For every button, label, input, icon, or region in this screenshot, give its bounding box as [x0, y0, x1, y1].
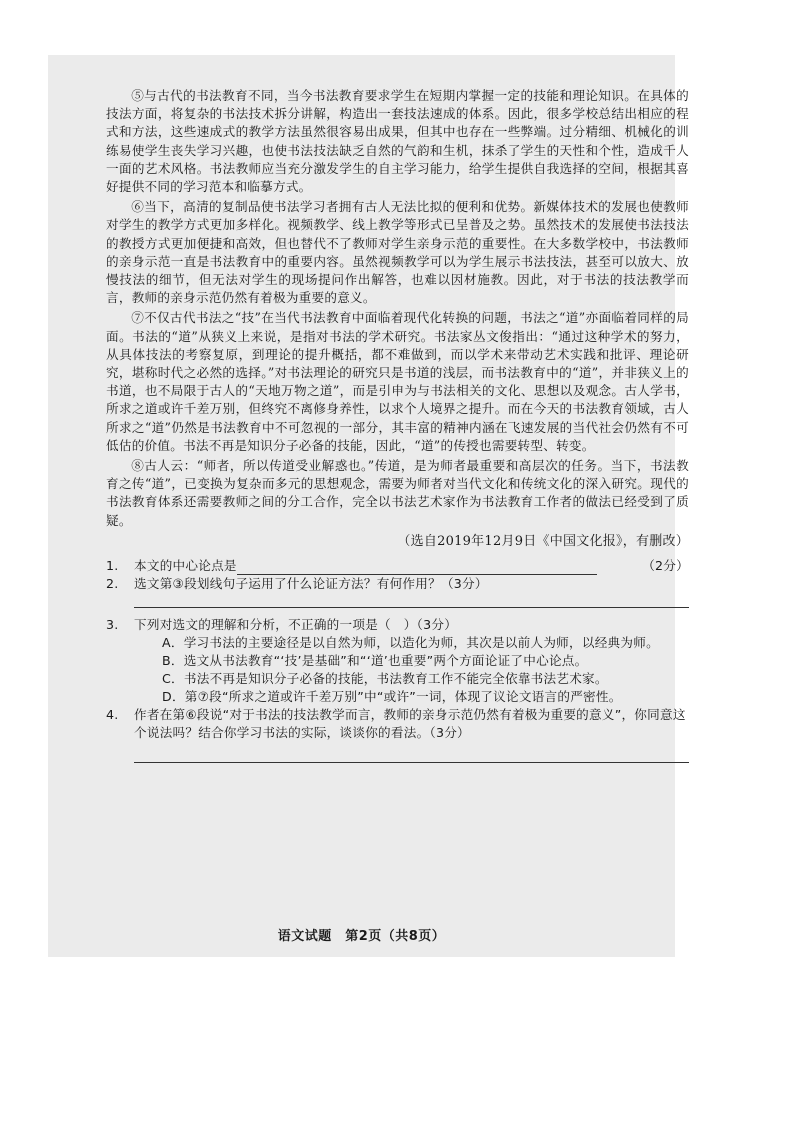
exam-page [48, 55, 689, 957]
question-text: 本文的中心论点是 [134, 558, 237, 574]
answer-line[interactable] [134, 593, 689, 608]
question-text: 选文第③段划线句子运用了什么论证方法？有何作用？（3分） [134, 576, 488, 592]
option-a[interactable]: A．学习书法的主要途径是以自然为师，以造化为师，其次是以前人为师，以经典为师。 [162, 635, 659, 651]
answer-line[interactable] [134, 748, 689, 763]
answer-blank[interactable] [237, 560, 597, 575]
question-2 [106, 575, 689, 593]
question-text: 下列对选文的理解和分析，不正确的一项是（ ）（3分） [134, 617, 458, 633]
option-d[interactable]: D．第⑦段“所求之道或许千差万别”中“或许”一词，体现了议论文语言的严密性。 [162, 689, 622, 705]
option-c[interactable]: C．书法不再是知识分子必备的技能，书法教育工作不能完全依靠书法艺术家。 [162, 671, 608, 687]
question-1 [106, 557, 689, 575]
question-text: 作者在第⑥段说“对于书法的技法教学而言，教师的亲身示范仍然有着极为重要的意义”，你同意这个说法吗？结合你学习书法的实际，谈谈你的看法。（3分） [134, 707, 686, 741]
option-b[interactable]: B．选文从书法教育“‘技’是基础”和“‘道’也重要”两个方面论证了中心论点。 [162, 653, 588, 669]
paragraph-6: ⑥当下，高清的复制品使书法学习者拥有古人无法比拟的便利和优势。新媒体技术的发展也使教师对学生的教学方式更加多样化。视频教学、线上教学等形式已呈普及之势。虽然技术的发展使书法技法的教授方式更加便捷和高效，但也替代不了教师对学生亲身示范的重要性。在大多数学校中，书法教师的亲身示范一直是书法教育中的重要内容。虽然视频教学可以为学生展示书法技法，甚至可以放大、放慢技法的细节，但无法对学生的现场提问作出解答，也难以因材施教。因此，对于书法的技法教学而言，教师的亲身示范仍然有着极为重要的意义。 [106, 199, 689, 306]
question-3 [106, 616, 689, 634]
question-number: 2. [106, 576, 119, 592]
paragraph-8: ⑧古人云：“师者，所以传道受业解惑也。”传道，是为师者最重要和高层次的任务。当下，书法教育之传“道”，已变换为复杂而多元的思想观念，需要为师者对当代文化和传统文化的深入研究。现代的书法教育体系还需要教师之间的分工合作，完全以书法艺术家作为书法教育工作者的做法已经受到了质疑。 [106, 458, 689, 528]
paragraph-7: ⑦不仅古代书法之“技”在当代书法教育中面临着现代化转换的问题，书法之“道”亦面临着同样的局面。书法的“道”从狭义上来说，是指对书法的学术研究。书法家丛文俊指出：“通过这种学术的努力，从具体技法的考察复原，到理论的提升概括，都不难做到，而以学术来带动艺术实践和批评、理论研究，堪称时代之必然的选择。”对书法理论的研究只是书道的浅层，而书法教育中的“道”，并非狭义上的书道，也不局限于古人的“天地万物之道”，而是引申为与书法相关的文化、思想以及观念。古人学书，所求之道或许千差万别，但终究不离修身养性，以求个人境界之提升。而在今天的书法教育领域，古人所求之“道”仍然是书法教育中不可忽视的一部分，其丰富的精神内涵在飞速发展的当代社会仍然有不可低估的价值。书法不再是知识分子必备的技能，因此，“道”的传授也需要转型、转变。 [106, 310, 689, 453]
question-4 [106, 706, 689, 742]
page-footer: 语文试题 第2页（共8页） [277, 929, 446, 944]
question-number: 3. [106, 617, 119, 633]
paragraph-5: ⑤与古代的书法教育不同，当今书法教育要求学生在短期内掌握一定的技能和理论知识。在具体的技法方面，将复杂的书法技术拆分讲解，构造出一套技法速成的体系。因此，很多学校总结出相应的程式和方法，这些速成式的教学方法虽然很容易出成果，但其中也存在一些弊端。过分精细、机械化的训练易使学生丧失学习兴趣，也使书法技法缺乏自然的气韵和生机，抹杀了学生的天性和个性，造成千人一面的艺术风格。书法教师应当充分激发学生的自主学习能力，给学生提供自我选择的空间，根据其喜好提供不同的学习范本和临摹方式。 [106, 88, 689, 195]
question-number: 4. [106, 707, 119, 723]
question-number: 1. [106, 558, 119, 574]
page-content [106, 87, 689, 771]
question-score: （2分） [642, 558, 689, 574]
source-citation: （选自2019年12月9日《中国文化报》，有删改） [397, 533, 689, 549]
